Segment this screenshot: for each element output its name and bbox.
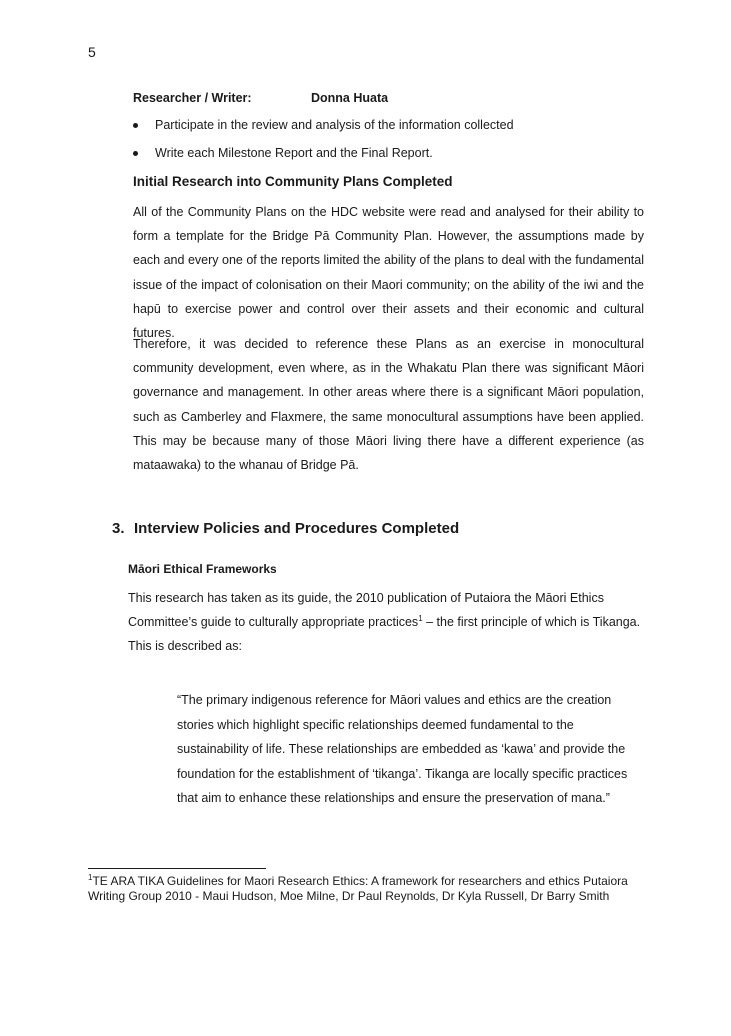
section-title: Interview Policies and Procedures Completed xyxy=(134,520,460,537)
footnote xyxy=(88,874,668,903)
initial-research-paragraph-1: All of the Community Plans on the HDC website were read and analysed for their ability to form a template for the Bridge Pā Community Plan. However, the assumptions made by each and every one of the reports limited the ability of the plans to deal with the fundamental issue of the impact of colonisation on their Maori community; on the ability of the iwi and the hapū to exercise power and control over their assets and their economic and cultural futures. xyxy=(133,205,644,341)
footnote-text: TE ARA TIKA Guidelines for Maori Research Ethics: A framework for researchers and ethics Putaiora Writing Group 2010 - Maui Hudson, Moe Milne, Dr Paul Reynolds, Dr Kyla Russell, Dr Barry Smith xyxy=(88,874,628,903)
list-item-text: Participate in the review and analysis of the information collected xyxy=(155,118,514,132)
bullet-icon xyxy=(133,123,138,128)
researcher-role-label: Researcher / Writer: xyxy=(133,91,252,105)
tikanga-quote: “The primary indigenous reference for Māori values and ethics are the creation stories which highlight specific relationships deemed fundamental to the sustainability of life. These relationships are embedded as ‘kawa’ and provide the foundation for the establishment of ‘tikanga’. Tikanga are locally specific practices that aim to enhance these relationships and ensure the preservation of mana.” xyxy=(177,693,628,805)
ethics-intro-paragraph xyxy=(128,586,648,659)
initial-research-paragraph-2: Therefore, it was decided to reference these Plans as an exercise in monocultural community development, even where, as in the Whakatu Plan there was significant Māori governance and management. In other areas where there is a significant Māori population, such as Camberley and Flaxmere, the same monocultural assumptions have been applied. This may be because many of those Māori living there have a different experience (as mataawaka) to the whanau of Bridge Pā. xyxy=(133,337,644,473)
responsibility-list xyxy=(133,117,653,173)
bullet-icon xyxy=(133,151,138,156)
ethics-intro-text-continued: – the first principle of which is Tikanga. This is described as: xyxy=(128,615,641,654)
page-number: 5 xyxy=(88,44,96,60)
ethics-intro-text: This research has taken as its guide, the 2010 publication of Putaiora the Māori Ethics Committee’s guide to culturally appropriate practices xyxy=(128,591,604,630)
section-number: 3. xyxy=(112,520,125,537)
initial-research-heading: Initial Research into Community Plans Completed xyxy=(133,174,453,189)
ethical-frameworks-heading: Māori Ethical Frameworks xyxy=(128,562,277,576)
researcher-name: Donna Huata xyxy=(311,91,389,105)
footnote-divider xyxy=(88,868,266,869)
list-item xyxy=(133,145,653,173)
footnote-reference[interactable]: 1 xyxy=(418,614,423,624)
researcher-line xyxy=(133,90,388,106)
footnote-marker: 1 xyxy=(88,873,93,882)
list-item-text: Write each Milestone Report and the Final Report. xyxy=(155,146,433,160)
list-item xyxy=(133,117,653,145)
section-heading xyxy=(112,519,459,539)
